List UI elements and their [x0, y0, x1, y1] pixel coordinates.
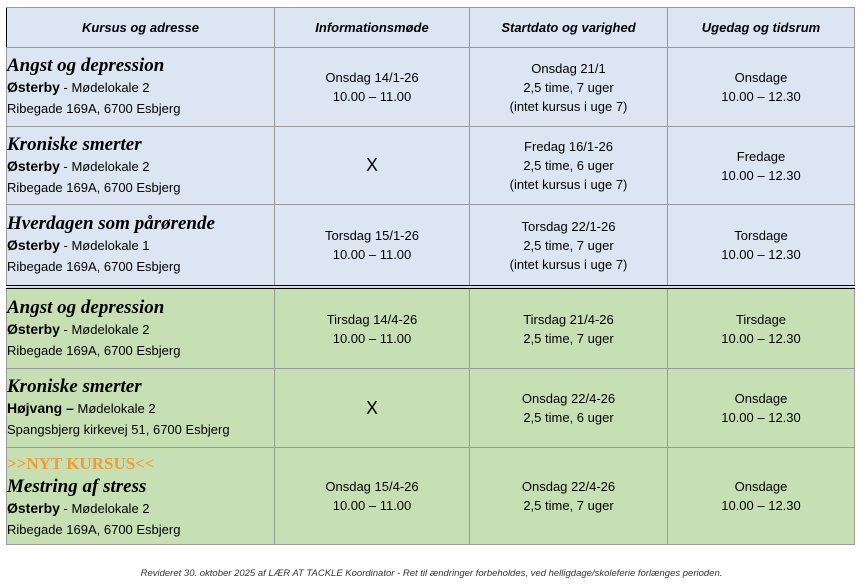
no-info-meeting-mark: X — [365, 155, 378, 175]
header-info-meeting: Informationsmøde — [275, 8, 470, 48]
course-title: Hverdagen som pårørende — [7, 213, 215, 234]
room-name: - Mødelokale 2 — [59, 158, 150, 174]
info-meeting-cell — [275, 448, 470, 545]
weekday: Fredage — [736, 148, 786, 164]
course-cell — [7, 287, 275, 369]
info-meeting-cell — [275, 48, 470, 127]
info-meeting-cell — [275, 205, 470, 288]
info-meeting-cell — [275, 369, 470, 448]
schedule-table — [6, 7, 855, 545]
start-note: (intet kursus i uge 7) — [509, 256, 628, 272]
header-weekday-time: Ugedag og tidsrum — [668, 8, 855, 48]
time-range: 10.00 – 12.30 — [721, 247, 801, 262]
table-row — [7, 205, 855, 288]
start-date: Onsdag 22/4-26 — [521, 479, 616, 494]
duration: 2,5 time, 7 uger — [523, 498, 614, 513]
course-address: Ribegade 169A, 6700 Esbjerg — [7, 259, 181, 274]
course-location — [7, 77, 274, 98]
course-location — [7, 319, 274, 340]
course-location — [7, 235, 274, 256]
start-cell — [470, 448, 668, 545]
course-cell — [7, 205, 275, 288]
info-time: 10.00 – 11.00 — [332, 247, 412, 262]
time-range: 10.00 – 12.30 — [721, 410, 801, 425]
course-address: Ribegade 169A, 6700 Esbjerg — [7, 179, 181, 195]
table-row — [7, 48, 855, 127]
info-time: 10.00 – 11.00 — [332, 498, 412, 513]
start-cell — [470, 287, 668, 369]
course-cell — [7, 48, 275, 127]
revision-footnote: Revideret 30. oktober 2025 af LÆR AT TACKLE Koordinator - Ret til ændringer forbeholdes, ved helligdage/skoleferie forlænges perioden. — [140, 568, 723, 579]
info-date: Tirsdag 14/4-26 — [326, 311, 418, 327]
start-note: (intet kursus i uge 7) — [509, 177, 628, 192]
new-course-tag: >>NYT KURSUS<< — [7, 454, 155, 473]
weekday: Onsdage — [734, 479, 788, 494]
start-cell — [470, 205, 668, 288]
info-meeting-cell — [275, 287, 470, 369]
weekday-cell — [668, 287, 855, 369]
start-date: Onsdag 21/1 — [531, 60, 606, 76]
info-date: Onsdag 14/1-26 — [325, 70, 419, 85]
table-row — [7, 369, 855, 448]
duration: 2,5 time, 7 uger — [523, 237, 614, 253]
location-name: Østerby — [7, 157, 60, 174]
room-name: - Mødelokale 2 — [59, 80, 150, 95]
header-course: Kursus og adresse — [7, 8, 275, 48]
course-title: Kroniske smerter — [7, 133, 142, 155]
course-cell — [7, 448, 275, 545]
course-title: Kroniske smerter — [7, 376, 142, 397]
room-name: - Mødelokale 1 — [59, 238, 150, 253]
weekday-cell — [668, 369, 855, 448]
info-time: 10.00 – 11.00 — [332, 89, 412, 104]
start-date: Fredag 16/1-26 — [524, 139, 613, 154]
info-time: 10.00 – 11.00 — [332, 330, 412, 346]
start-cell — [470, 127, 668, 205]
course-address: Ribegade 169A, 6700 Esbjerg — [7, 522, 181, 537]
time-range: 10.00 – 12.30 — [721, 330, 801, 346]
info-date: Onsdag 15/4-26 — [325, 479, 419, 494]
start-note: (intet kursus i uge 7) — [509, 98, 628, 114]
time-range: 10.00 – 12.30 — [721, 498, 801, 513]
room-name: - Mødelokale 2 — [59, 321, 150, 337]
duration: 2,5 time, 7 uger — [523, 330, 614, 346]
location-name: Højvang – — [7, 400, 74, 416]
weekday: Torsdage — [734, 228, 788, 243]
course-title: Angst og depression — [7, 296, 165, 318]
weekday-cell — [668, 48, 855, 127]
table-row — [7, 287, 855, 369]
start-date: Tirsdag 21/4-26 — [523, 311, 614, 327]
duration: 2,5 time, 6 uger — [523, 158, 614, 173]
table-header — [7, 8, 855, 48]
location-name: Østerby — [7, 237, 60, 253]
location-name: Østerby — [7, 79, 60, 95]
info-meeting-cell — [275, 127, 470, 205]
weekday-cell — [668, 127, 855, 205]
weekday-cell — [668, 205, 855, 288]
course-address: Spangsbjerg kirkevej 51, 6700 Esbjerg — [7, 422, 230, 437]
start-cell — [470, 48, 668, 127]
start-cell — [470, 369, 668, 448]
weekday-cell — [668, 448, 855, 545]
location-name: Østerby — [7, 320, 60, 337]
room-name: - Mødelokale 2 — [59, 501, 150, 516]
course-location — [7, 398, 274, 419]
start-date: Onsdag 22/4-26 — [521, 391, 616, 406]
info-date: Torsdag 15/1-26 — [325, 228, 419, 243]
course-cell — [7, 369, 275, 448]
start-date: Torsdag 22/1-26 — [521, 218, 616, 234]
course-cell — [7, 127, 275, 205]
course-address: Ribegade 169A, 6700 Esbjerg — [7, 101, 181, 116]
time-range: 10.00 – 12.30 — [721, 167, 801, 183]
weekday: Onsdage — [734, 70, 788, 85]
course-address: Ribegade 169A, 6700 Esbjerg — [7, 342, 181, 358]
table-row — [7, 448, 855, 545]
table-row — [7, 127, 855, 205]
course-location — [7, 156, 274, 177]
course-title: Mestring af stress — [7, 476, 147, 497]
room-name: Mødelokale 2 — [73, 401, 156, 416]
weekday: Onsdage — [734, 391, 788, 406]
header-start-duration: Startdato og varighed — [470, 8, 668, 48]
time-range: 10.00 – 12.30 — [721, 89, 801, 104]
course-location — [7, 498, 274, 519]
weekday: Tirsdage — [735, 311, 787, 327]
duration: 2,5 time, 6 uger — [523, 410, 614, 425]
course-title: Angst og depression — [7, 55, 165, 76]
no-info-meeting-mark: X — [365, 397, 378, 418]
duration: 2,5 time, 7 uger — [523, 79, 614, 95]
location-name: Østerby — [7, 500, 60, 516]
